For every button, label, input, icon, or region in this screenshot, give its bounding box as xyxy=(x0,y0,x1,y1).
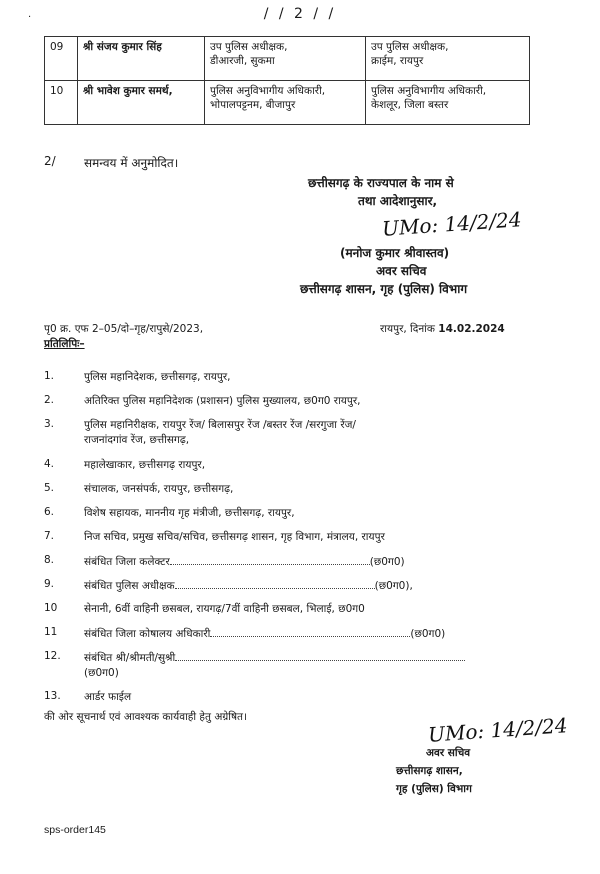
blank-line xyxy=(210,626,410,637)
signatory2-designation: अवर सचिव xyxy=(426,747,471,759)
blank-line xyxy=(175,578,375,589)
signatory-name: (मनोज कुमार श्रीवास्तव) xyxy=(340,246,450,260)
signatory-department: छत्तीसगढ़ शासन, गृह (पुलिस) विभाग xyxy=(300,282,468,296)
corner-mark: · xyxy=(28,12,32,23)
signature: UMo: 14/2/24 xyxy=(427,713,569,747)
serial-number: 10 xyxy=(45,81,78,125)
page-number: / / 2 / / xyxy=(263,6,337,22)
signatory2-department: गृह (पुलिस) विभाग xyxy=(396,783,472,795)
copy-heading: प्रतिलिपिः– xyxy=(44,338,85,350)
para-text: समन्वय में अनुमोदित। xyxy=(84,156,179,170)
table-row xyxy=(45,81,530,125)
serial-number: 09 xyxy=(45,37,78,81)
para-number: 2/ xyxy=(44,154,56,168)
blank-line xyxy=(170,554,370,565)
new-posting: उप पुलिस अधीक्षक, क्राईम, रायपुर xyxy=(366,37,530,81)
new-posting: पुलिस अनुविभागीय अधिकारी, केशलूर, जिला बस्तर xyxy=(366,81,530,125)
table-row xyxy=(45,37,530,81)
footer-code: sps-order145 xyxy=(44,824,106,836)
reference-number: पृ0 क्र. एफ 2–05/दो–गृह/रापुसे/2023, xyxy=(44,323,204,335)
order-line: तथा आदेशानुसार, xyxy=(358,194,438,208)
place-date: रायपुर, दिनांक 14.02.2024 xyxy=(380,323,505,335)
signature: UMo: 14/2/24 xyxy=(381,207,523,241)
forwarding-text: की ओर सूचनार्थ एवं आवश्यक कार्यवाही हेतु अग्रेषित। xyxy=(44,711,248,723)
transfer-table xyxy=(44,36,530,125)
order-date: 14.02.2024 xyxy=(438,323,505,335)
order-line: छत्तीसगढ़ के राज्यपाल के नाम से xyxy=(308,176,454,190)
signatory2-government: छत्तीसगढ़ शासन, xyxy=(396,765,463,777)
current-posting: पुलिस अनुविभागीय अधिकारी, भोपालपट्टनम, बीजापुर xyxy=(205,81,366,125)
signatory-designation: अवर सचिव xyxy=(376,264,427,278)
blank-line xyxy=(175,650,465,661)
officer-name: श्री संजय कुमार सिंह xyxy=(78,37,205,81)
current-posting: उप पुलिस अधीक्षक, डीआरजी, सुकमा xyxy=(205,37,366,81)
officer-name: श्री भावेश कुमार समर्थ, xyxy=(78,81,205,125)
